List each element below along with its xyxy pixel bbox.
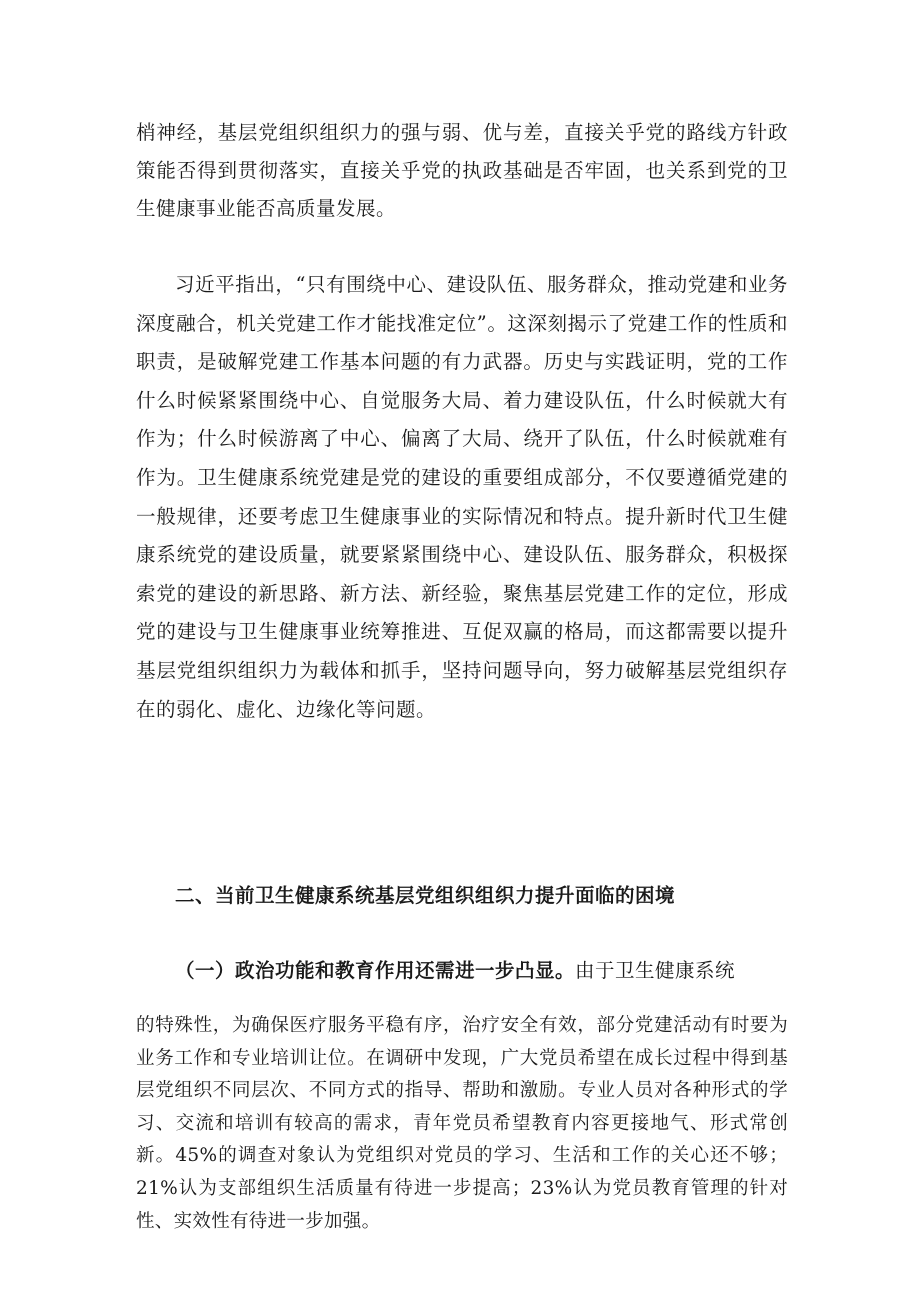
paragraph-xi-quote: 习近平指出，“只有围绕中心、建设队伍、服务群众，推动党建和业务深度融合，机关党建工作才能找准定位”。这深刻揭示了党建工作的性质和职责，是破解党建工作基本问题的有力武器。历史与实践证明，党的工作什么时候紧紧围绕中心、自觉服务大局、着力建设队伍，什么时候就大有作为；什么时候游离了中心、偏离了大局、绕开了队伍，什么时候就难有作为。卫生健康系统党建是党的建设的重要组成部分，不仅要遵循党建的一般规律，还要考虑卫生健康事业的实际情况和特点。提升新时代卫生健康系统党的建设质量，就要紧紧围绕中心、建设队伍、服务群众，积极探索党的建设的新思路、新方法、新经验，聚焦基层党建工作的定位，形成党的建设与卫生健康事业统筹推进、互促双赢的格局，而这都需要以提升基层党组织组织力为载体和抓手，坚持问题导向，努力破解基层党组织存在的弱化、虚化、边缘化等问题。 [136, 273, 788, 721]
section-heading: 二、当前卫生健康系统基层党组织组织力提升面临的困境 [175, 884, 676, 907]
paragraph-continuation: 梢神经，基层党组织组织力的强与弱、优与差，直接关乎党的路线方针政策能否得到贯彻落实，直接关乎党的执政基础是否牢固，也关系到党的卫生健康事业能否高质量发展。 [136, 121, 788, 220]
subsection-lead-text: 由于卫生健康系统 [575, 959, 736, 982]
subsection-title: （一）政治功能和教育作用还需进一步凸显。 [175, 959, 576, 982]
paragraph-survey-findings: 的特殊性，为确保医疗服务平稳有序，治疗安全有效，部分党建活动有时要为业务工作和专业培训让位。在调研中发现，广大党员希望在成长过程中得到基层党组织不同层次、不同方式的指导、帮助和激励。专业人员对各种形式的学习、交流和培训有较高的需求，青年党员希望教育内容更接地气、形式常创新。45%的调查对象认为党组织对党员的学习、生活和工作的关心还不够；21%认为支部组织生活质量有待进一步提高；23%认为党员教育管理的针对性、实效性有待进一步加强。 [136, 1015, 788, 1232]
subsection-first-line [175, 955, 735, 987]
